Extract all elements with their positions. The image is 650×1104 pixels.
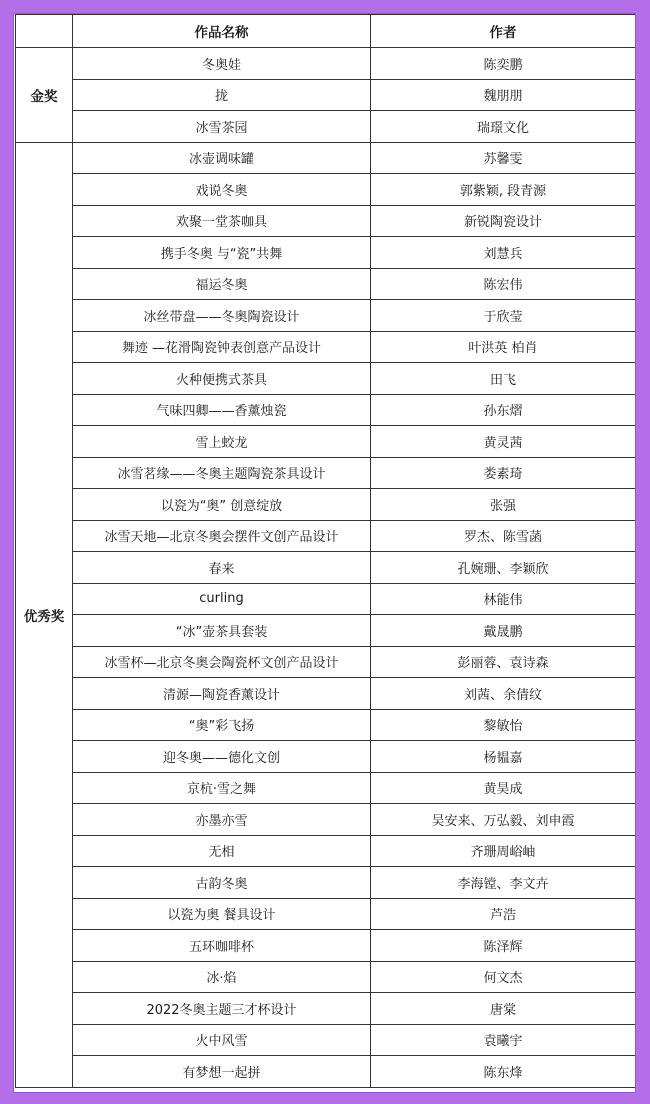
award-header-cell <box>16 15 73 48</box>
work-name-cell: 五环咖啡杯 <box>73 930 371 962</box>
work-name-cell: 雪上蛟龙 <box>73 426 371 458</box>
awards-table <box>15 14 636 1088</box>
work-name-cell: 迎冬奥——德化文创 <box>73 741 371 773</box>
work-name-cell: 冰壶调味罐 <box>73 142 371 174</box>
work-name-cell: 春来 <box>73 552 371 584</box>
work-name-cell: 冰雪天地—北京冬奥会摆件文创产品设计 <box>73 520 371 552</box>
author-cell: 于欣莹 <box>371 300 636 332</box>
table-row <box>16 678 636 710</box>
author-cell: 陈宏伟 <box>371 268 636 300</box>
table-row <box>16 331 636 363</box>
work-name-cell: 携手冬奥 与“瓷”共舞 <box>73 237 371 269</box>
work-name-cell: “冰”壶茶具套装 <box>73 615 371 647</box>
author-cell: 芦浩 <box>371 898 636 930</box>
table-row <box>16 1024 636 1056</box>
author-cell: 陈奕鹏 <box>371 48 636 80</box>
work-name-cell: 冰雪茗缘——冬奥主题陶瓷茶具设计 <box>73 457 371 489</box>
work-name-cell: 2022冬奥主题三才杯设计 <box>73 993 371 1025</box>
author-cell: 孔婉珊、李颖欣 <box>371 552 636 584</box>
table-row <box>16 174 636 206</box>
table-body <box>16 48 636 1088</box>
table-row <box>16 867 636 899</box>
work-name-cell: 无相 <box>73 835 371 867</box>
table-row <box>16 583 636 615</box>
work-name-cell: 福运冬奥 <box>73 268 371 300</box>
author-cell: 孙东熠 <box>371 394 636 426</box>
author-cell: 杨韫嘉 <box>371 741 636 773</box>
document-frame <box>13 13 636 1093</box>
header-row <box>16 15 636 48</box>
work-name-cell: 京杭·雪之舞 <box>73 772 371 804</box>
table-row <box>16 772 636 804</box>
work-name-cell: 冰·焰 <box>73 961 371 993</box>
author-cell: 黄灵茜 <box>371 426 636 458</box>
work-name-cell: 冰雪杯—北京冬奥会陶瓷杯文创产品设计 <box>73 646 371 678</box>
work-name-cell: 欢聚一堂茶咖具 <box>73 205 371 237</box>
table-row <box>16 142 636 174</box>
author-cell: 李海镗、李文卉 <box>371 867 636 899</box>
table-row <box>16 457 636 489</box>
table-row <box>16 111 636 143</box>
award-level-cell: 金奖 <box>16 48 73 143</box>
work-name-cell: 冬奥娃 <box>73 48 371 80</box>
author-cell: 张强 <box>371 489 636 521</box>
table-row <box>16 898 636 930</box>
author-cell: 刘茜、余倩纹 <box>371 678 636 710</box>
table-row <box>16 520 636 552</box>
work-name-cell: 拢 <box>73 79 371 111</box>
table-row <box>16 804 636 836</box>
work-name-cell: 火中风雪 <box>73 1024 371 1056</box>
author-cell: 袁曦宇 <box>371 1024 636 1056</box>
author-cell: 何文杰 <box>371 961 636 993</box>
table-row <box>16 489 636 521</box>
table-row <box>16 709 636 741</box>
table-row <box>16 930 636 962</box>
table-row <box>16 394 636 426</box>
author-cell: 魏朋朋 <box>371 79 636 111</box>
author-cell: 黄昊成 <box>371 772 636 804</box>
author-cell: 叶洪英 柏肖 <box>371 331 636 363</box>
table-row <box>16 205 636 237</box>
work-name-cell: curling <box>73 583 371 615</box>
table-row <box>16 363 636 395</box>
table-row <box>16 835 636 867</box>
work-name-cell: 气味四卿——香薰烛瓷 <box>73 394 371 426</box>
work-name-cell: 冰雪茶园 <box>73 111 371 143</box>
table-row <box>16 961 636 993</box>
author-cell: 戴晟鹏 <box>371 615 636 647</box>
table-row <box>16 48 636 80</box>
table-row <box>16 646 636 678</box>
award-level-cell: 优秀奖 <box>16 142 73 1087</box>
work-name-cell: 舞迹 —花滑陶瓷钟表创意产品设计 <box>73 331 371 363</box>
author-cell: 郭紫颖, 段青源 <box>371 174 636 206</box>
work-name-cell: 亦墨亦雪 <box>73 804 371 836</box>
author-cell: 陈泽辉 <box>371 930 636 962</box>
author-cell: 娄素琦 <box>371 457 636 489</box>
work-name-cell: 古韵冬奥 <box>73 867 371 899</box>
work-name-cell: 清源—陶瓷香薰设计 <box>73 678 371 710</box>
author-cell: 田飞 <box>371 363 636 395</box>
author-cell: 彭丽蓉、袁诗森 <box>371 646 636 678</box>
author-header: 作者 <box>371 15 636 48</box>
work-name-header: 作品名称 <box>73 15 371 48</box>
table-row <box>16 300 636 332</box>
work-name-cell: 火种便携式茶具 <box>73 363 371 395</box>
table-row <box>16 426 636 458</box>
work-name-cell: “奥”彩飞扬 <box>73 709 371 741</box>
table-row <box>16 237 636 269</box>
table-row <box>16 79 636 111</box>
author-cell: 罗杰、陈雪菡 <box>371 520 636 552</box>
work-name-cell: 戏说冬奥 <box>73 174 371 206</box>
work-name-cell: 有梦想一起拼 <box>73 1056 371 1088</box>
author-cell: 林能伟 <box>371 583 636 615</box>
table-row <box>16 1056 636 1088</box>
work-name-cell: 以瓷为“奥” 创意绽放 <box>73 489 371 521</box>
author-cell: 新锐陶瓷设计 <box>371 205 636 237</box>
work-name-cell: 以瓷为奥 餐具设计 <box>73 898 371 930</box>
author-cell: 刘慧兵 <box>371 237 636 269</box>
table-row <box>16 615 636 647</box>
table-row <box>16 993 636 1025</box>
table-row <box>16 741 636 773</box>
author-cell: 苏馨雯 <box>371 142 636 174</box>
author-cell: 唐棠 <box>371 993 636 1025</box>
author-cell: 吴安来、万弘毅、刘申霞 <box>371 804 636 836</box>
author-cell: 瑞璟文化 <box>371 111 636 143</box>
author-cell: 齐珊周峪岫 <box>371 835 636 867</box>
table-row <box>16 268 636 300</box>
author-cell: 黎敏怡 <box>371 709 636 741</box>
table-row <box>16 552 636 584</box>
author-cell: 陈东烽 <box>371 1056 636 1088</box>
work-name-cell: 冰丝带盘——冬奥陶瓷设计 <box>73 300 371 332</box>
